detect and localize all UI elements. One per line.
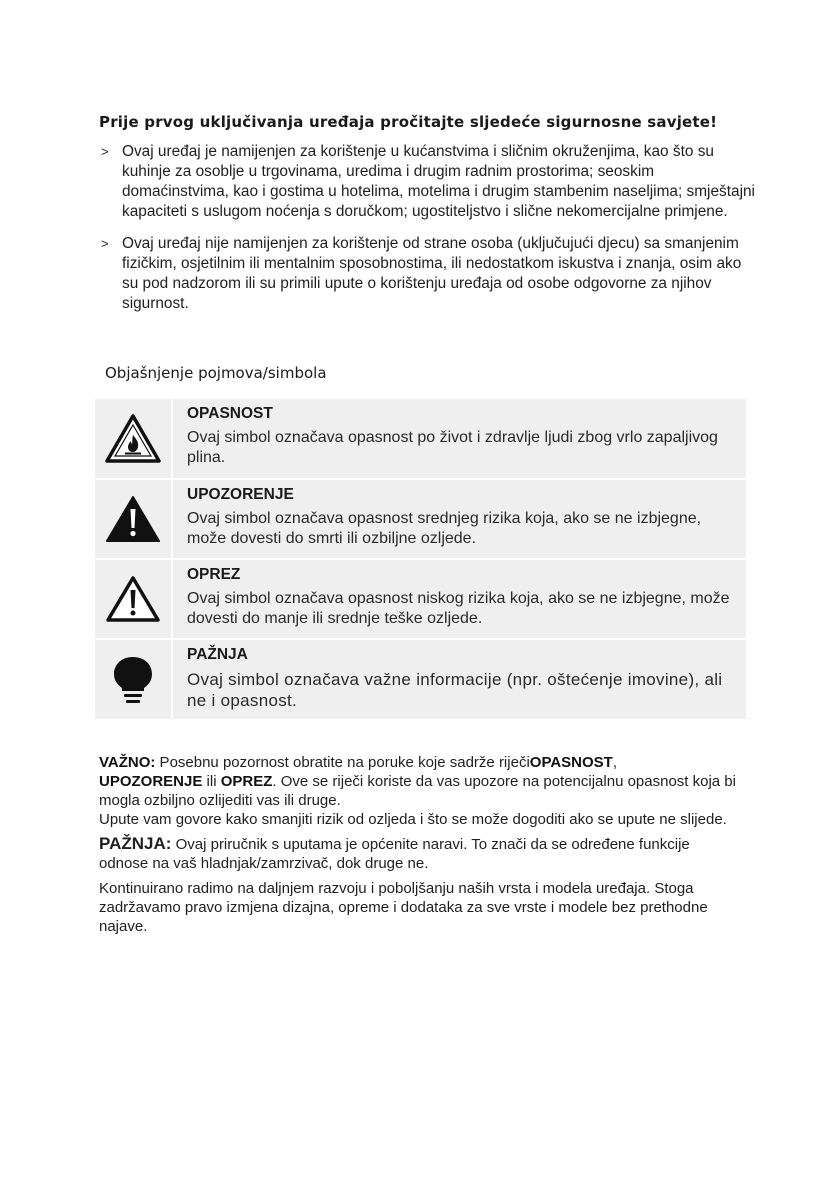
lightbulb-icon (105, 652, 161, 708)
symbols-section-title: Objašnjenje pojmova/simbola (105, 364, 327, 382)
keyword-warning: UPOZORENJE (99, 773, 203, 790)
term-label: OPASNOST (187, 405, 273, 422)
filled-warning-triangle-icon (105, 494, 161, 544)
table-row (95, 479, 746, 559)
term-label: PAŽNJA (187, 646, 248, 663)
table-row (95, 559, 746, 639)
important-paragraph (99, 753, 739, 810)
table-row (95, 399, 746, 479)
notes-section (99, 753, 739, 936)
safety-bullet-list (99, 142, 759, 326)
icon-cell (95, 399, 172, 479)
icon-cell (95, 559, 172, 639)
text-cell (172, 639, 746, 719)
separator: , (612, 754, 618, 771)
term-description: Ovaj simbol označava važne informacije (npr. oštećenje imovine), ali ne i opasnost. (187, 670, 723, 710)
attention-label: PAŽNJA: (99, 834, 172, 853)
list-item (99, 142, 759, 222)
safety-heading: Prije prvog uključivanja uređaja pročitajte sljedeće sigurnosne savjete! (99, 113, 718, 131)
bullet-text: Ovaj uređaj je namijenjen za korištenje u kućanstvima i sličnim okruženjima, kao što su kuhinje za osoblje u trgovinama, uredima i drugim radnim prostorima; seoskim domaćinstvima, kao i gostima u hotelima, motelima i drugim stambenim naseljima; smještajni kapaciteti s uslugom noćenja s doručkom; ugostiteljstvo i slične nekomercijalne primjene. (122, 143, 755, 220)
keyword-danger: OPASNOST (529, 754, 613, 771)
term-label: OPREZ (187, 566, 241, 583)
bullet-marker: > (101, 144, 109, 159)
development-paragraph: Kontinuirano radimo na daljnjem razvoju i poboljšanju naših vrsta i modela uređaja. Stoga zadržavamo pravo izmjena dizajna, opreme i dodataka za sve vrste i modele bez prethodne najave. (99, 880, 708, 935)
term-description: Ovaj simbol označava opasnost po život i zdravlje ljudi zbog vrlo zapaljivog plina. (187, 429, 718, 466)
symbols-table (95, 399, 746, 719)
important-text: Posebnu pozornost obratite na poruke koje sadrže riječi (155, 754, 530, 771)
text-cell (172, 479, 746, 559)
attention-paragraph (99, 834, 739, 873)
keyword-caution: OPREZ (220, 773, 273, 790)
outline-warning-triangle-icon (105, 574, 161, 624)
guidance-paragraph: Upute vam govore kako smanjiti rizik od ozljeda i što se može dogoditi ako se upute ne slijede. (99, 811, 727, 828)
list-item (99, 234, 759, 314)
text-cell (172, 399, 746, 479)
term-description: Ovaj simbol označava opasnost niskog rizika koja, ako se ne izbjegne, može dovesti do manje ili srednje teške ozljede. (187, 590, 730, 627)
separator: ili (202, 773, 221, 790)
important-text: . Ove se riječi koriste da vas upozore na potencijalnu opasnost koja bi mogla ozbiljno ozlijediti vas ili druge. (99, 773, 736, 809)
important-label: VAŽNO: (99, 754, 156, 771)
text-cell (172, 559, 746, 639)
term-label: UPOZORENJE (187, 486, 294, 503)
flammable-warning-icon (105, 414, 161, 464)
bullet-marker: > (101, 236, 109, 251)
attention-text: Ovaj priručnik s uputama je općenite naravi. To znači da se određene funkcije odnose na vaš hladnjak/zamrzivač, dok druge ne. (99, 836, 690, 872)
icon-cell (95, 639, 172, 719)
term-description: Ovaj simbol označava opasnost srednjeg rizika koja, ako se ne izbjegne, može dovesti do smrti ili ozbiljne ozljede. (187, 510, 702, 547)
icon-cell (95, 479, 172, 559)
bullet-text: Ovaj uređaj nije namijenjen za korištenje od strane osoba (uključujući djecu) sa smanjenim fizičkim, osjetilnim ili mentalnim sposobnostima, ili nedostatkom iskustva i znanja, osim ako su pod nadzorom ili su primili upute o korištenju uređaja od osobe odgovorne za njihov sigurnost. (122, 235, 742, 312)
table-row (95, 639, 746, 719)
